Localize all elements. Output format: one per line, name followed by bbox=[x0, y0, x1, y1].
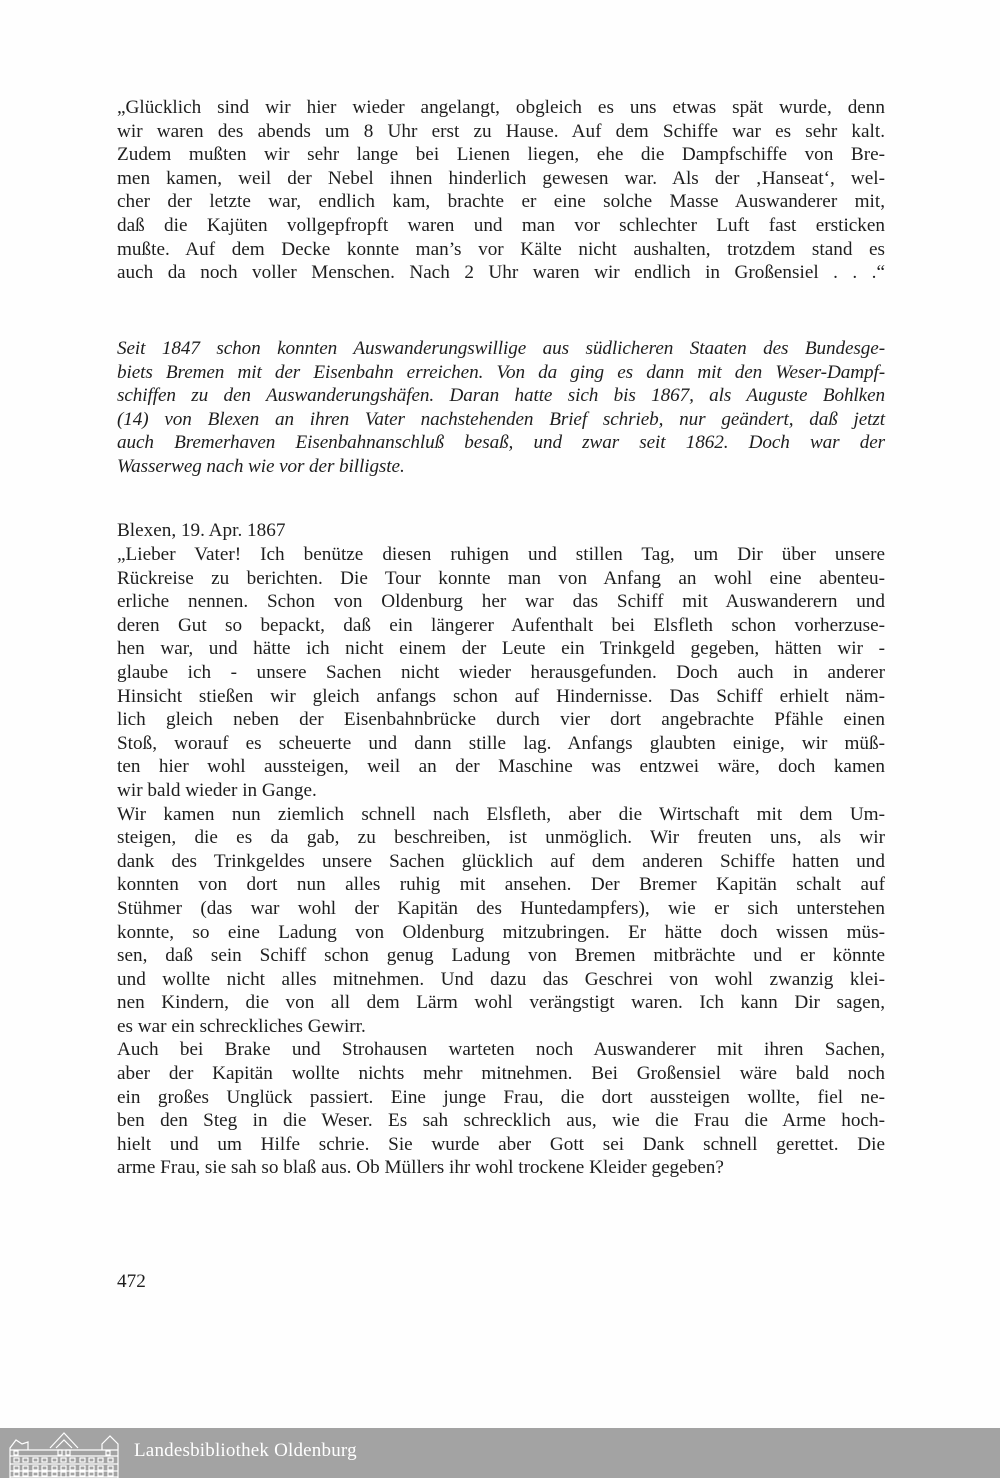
text-line: ein großes Unglück passiert. Eine junge Frau, die dort aussteigen wollte, fiel ne- bbox=[117, 1086, 885, 1108]
text-line: nen Kindern, die von all dem Lärm wohl verängstigt waren. Ich kann Dir sagen, bbox=[117, 992, 885, 1014]
letter-dateline bbox=[117, 519, 885, 543]
text-line: (14) von Blexen an ihren Vater nachstehenden Brief schrieb, nur geändert, daß jetzt bbox=[117, 408, 885, 430]
text-line: auch Bremerhaven Eisenbahnanschluß besaß, und zwar seit 1862. Doch war der bbox=[117, 432, 885, 454]
text-line: Wasserweg nach wie vor der billigste. bbox=[117, 455, 405, 477]
text-line: konnten von dort nun alles ruhig mit ansehen. Der Bremer Kapitän schalt auf bbox=[117, 874, 885, 896]
text-line: Wir kamen nun ziemlich schnell nach Elsfleth, aber die Wirtschaft mit dem Um- bbox=[117, 803, 885, 825]
text-line: es war ein schreckliches Gewirr. bbox=[117, 1015, 366, 1037]
text-line: konnte, so eine Ladung von Oldenburg mitzubringen. Er hätte doch wissen müs- bbox=[117, 921, 885, 943]
library-footer-bar bbox=[0, 1428, 1000, 1478]
text-line: aber der Kapitän wollte nichts mehr mitnehmen. Bei Großensiel wäre bald noch bbox=[117, 1063, 885, 1085]
text-line: hen war, und hätte ich nicht einem der Leute ein Trinkgeld gegeben, hätten wir - bbox=[117, 638, 885, 660]
text-line: Zudem mußten wir sehr lange bei Lienen liegen, ehe die Dampfschiffe von Bre- bbox=[117, 144, 885, 166]
text-line: ben den Steg in die Weser. Es sah schrecklich aus, wie die Frau die Arme hoch- bbox=[117, 1110, 885, 1132]
text-line: erliche nennen. Schon von Oldenburg her war das Schiff mit Auswanderern und bbox=[117, 591, 885, 613]
text-line: und wollte nicht alles mitnehmen. Und dazu das Geschrei von wohl zwanzig klei- bbox=[117, 968, 885, 990]
text-line: daß die Kajüten vollgepfropft waren und man vor schlechter Luft fast ersticken bbox=[117, 214, 885, 236]
letter-body bbox=[117, 543, 885, 1180]
text-line: Rückreise zu berichten. Die Tour konnte man von Anfang an wohl eine abenteu- bbox=[117, 567, 885, 589]
text-line: wir bald wieder in Gange. bbox=[117, 779, 317, 801]
text-line: mußte. Auf dem Decke konnte man’s vor Kälte nicht aushalten, trotzdem stand es bbox=[117, 238, 885, 260]
text-line: Hinsicht stießen wir gleich anfangs schon auf Hindernisse. Das Schiff erhielt näm- bbox=[117, 685, 885, 707]
text-line: sen, daß sein Schiff schon genug Ladung von Bremen mitbrächte und er könnte bbox=[117, 945, 885, 967]
text-line: men kamen, weil der Nebel ihnen hinderlich gewesen war. Als der ‚Hanseat‘, wel- bbox=[117, 167, 885, 189]
text-line: Auch bei Brake und Strohausen warteten noch Auswanderer mit ihren Sachen, bbox=[117, 1039, 885, 1061]
text-line: glaube ich - unsere Sachen nicht wieder herausgefunden. Doch auch in anderer bbox=[117, 661, 885, 683]
dateline-text: Blexen, 19. Apr. 1867 bbox=[117, 520, 286, 541]
text-line: deren Gut so bepackt, daß ein längerer Aufenthalt bei Elsfleth schon vorherzuse- bbox=[117, 614, 885, 636]
text-line: schiffen zu den Auswanderungshäfen. Daran hatte sich bis 1867, als Auguste Bohlken bbox=[117, 385, 885, 407]
footer-library-name: Landesbibliothek Oldenburg bbox=[134, 1440, 357, 1461]
editorial-italic-paragraph bbox=[117, 337, 885, 479]
text-line: „Lieber Vater! Ich benütze diesen ruhigen und stillen Tag, um Dir über unsere bbox=[117, 544, 885, 565]
text-line: Stühmer (das war wohl der Kapitän des Huntedampfers), wie er sich unterstehen bbox=[117, 897, 885, 919]
text-line: Stoß, worauf es scheuerte und dann stille lag. Anfangs glaubten einige, wir müß- bbox=[117, 732, 885, 754]
text-line: arme Frau, sie sah so blaß aus. Ob Müllers ihr wohl trockene Kleider gegeben? bbox=[117, 1157, 724, 1179]
quote-paragraph bbox=[117, 96, 885, 285]
library-building-icon bbox=[6, 1430, 124, 1478]
page-number: 472 bbox=[117, 1271, 146, 1292]
text-line: wir waren des abends um 8 Uhr erst zu Hause. Auf dem Schiffe war es sehr kalt. bbox=[117, 120, 885, 142]
text-line: auch da noch voller Menschen. Nach 2 Uhr waren wir endlich in Großensiel . . .“ bbox=[117, 262, 885, 284]
text-line: biets Bremen mit der Eisenbahn erreichen. Von da ging es dann mit den Weser-Dampf- bbox=[117, 361, 885, 383]
text-line: hielt und um Hilfe schrie. Sie wurde aber Gott sei Dank schnell gerettet. Die bbox=[117, 1133, 885, 1155]
text-line: cher der letzte war, endlich kam, brachte er eine solche Masse Auswanderer mit, bbox=[117, 191, 885, 213]
text-line: dank des Trinkgeldes unsere Sachen glücklich auf dem anderen Schiffe hatten und bbox=[117, 850, 885, 872]
text-line: „Glücklich sind wir hier wieder angelangt, obgleich es uns etwas spät wurde, denn bbox=[117, 97, 885, 118]
text-line: steigen, die es da gab, zu beschreiben, ist unmöglich. Wir freuten uns, als wir bbox=[117, 827, 885, 849]
text-line: Seit 1847 schon konnten Auswanderungswillige aus südlicheren Staaten des Bundesge- bbox=[117, 338, 885, 359]
text-line: lich gleich neben der Eisenbahnbrücke durch vier dort angebrachte Pfähle einen bbox=[117, 709, 885, 731]
text-line: ten hier wohl aussteigen, weil an der Maschine was entzwei wäre, doch kamen bbox=[117, 756, 885, 778]
